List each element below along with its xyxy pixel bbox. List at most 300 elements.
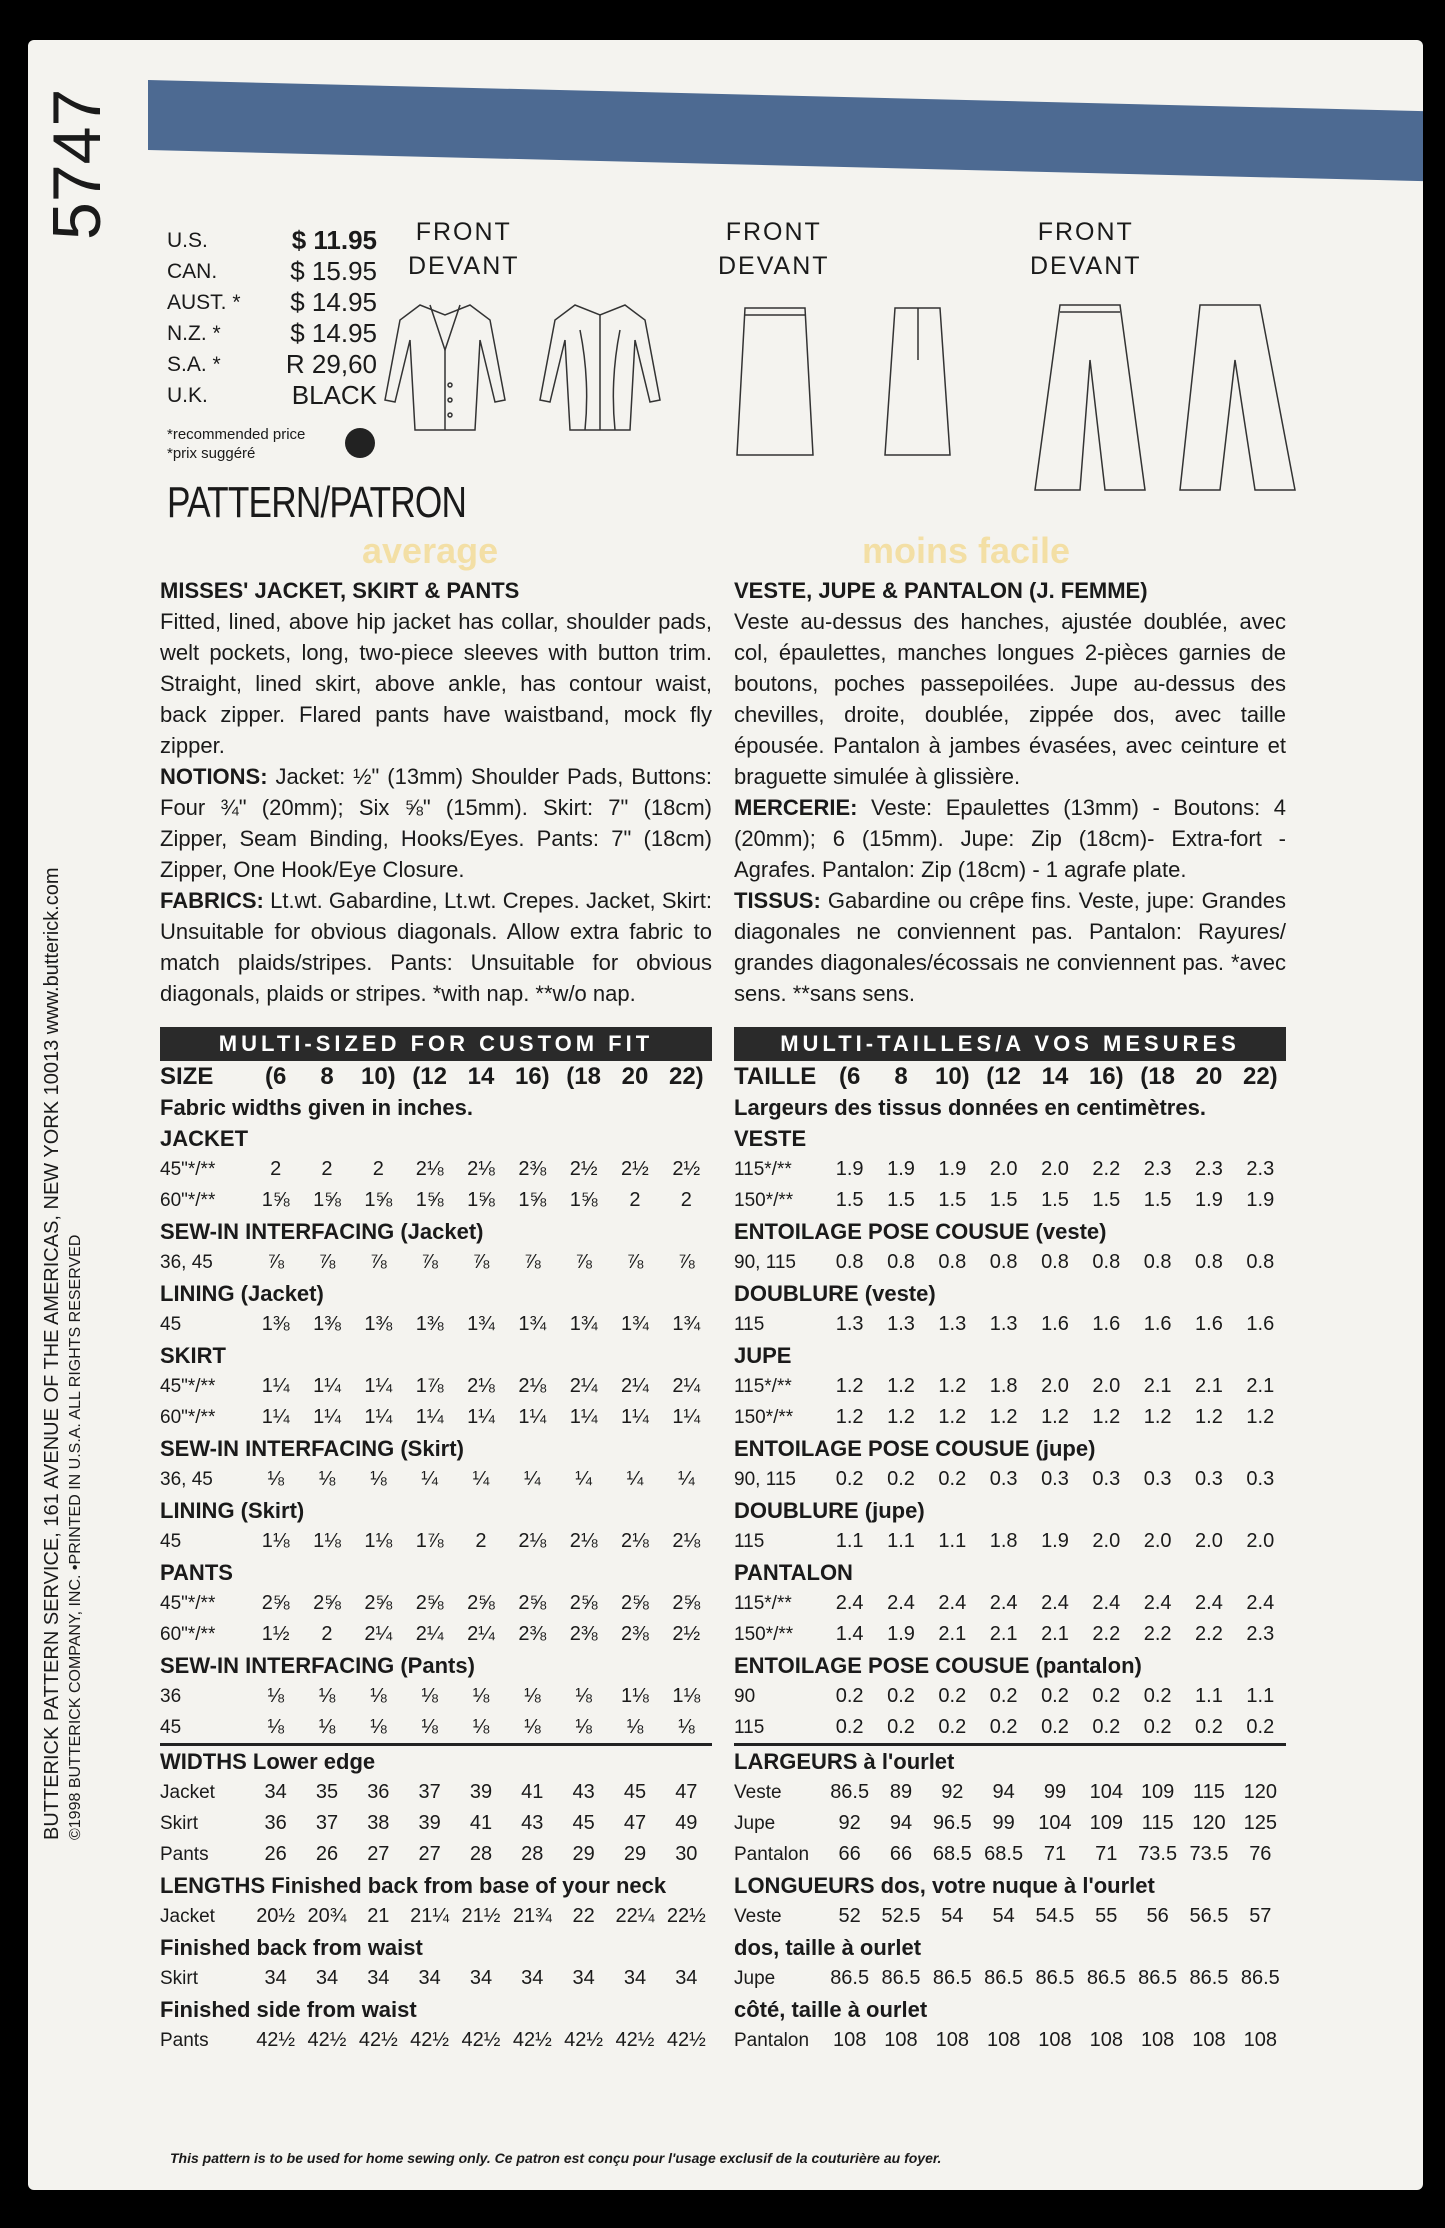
- category-row: [734, 1433, 1286, 1464]
- table-cell: 34: [675, 1967, 698, 1989]
- table-cell: 42½: [461, 2029, 501, 2051]
- table-cell: 54: [941, 1905, 964, 1927]
- category-row: [734, 1557, 1286, 1588]
- table-cell: 2⅝: [518, 1592, 547, 1614]
- table-cell: 2.3: [1246, 1623, 1275, 1645]
- row-label: 150*/**: [734, 1190, 794, 1211]
- table-cell: 108: [1243, 2029, 1277, 2051]
- table-cell: 55: [1095, 1905, 1118, 1927]
- table-cell: 2⅝: [569, 1592, 598, 1614]
- table-cell: 0.2: [1092, 1716, 1121, 1738]
- table-cell: 1¼: [313, 1375, 341, 1397]
- table-cell: 21¼: [410, 1905, 450, 1927]
- size-label: TAILLE: [734, 1063, 817, 1090]
- black-dot-icon: [345, 428, 375, 458]
- table-cell: 1¾: [467, 1313, 495, 1335]
- widths-note: Fabric widths given in inches.: [160, 1095, 473, 1120]
- table-cell: 1¼: [518, 1406, 547, 1428]
- table-cell: 42½: [410, 2029, 450, 2051]
- table-cell: 1.1: [1195, 1685, 1223, 1707]
- table-cell: 2⅛: [467, 1158, 495, 1180]
- table-cell: 1⅝: [518, 1189, 547, 1211]
- table-cell: 92: [838, 1812, 861, 1834]
- category-label: SEW-IN INTERFACING (Pants): [160, 1653, 475, 1678]
- category-label: LENGTHS Finished back from base of your neck: [160, 1873, 667, 1898]
- english-yardage-table: [160, 1061, 712, 2056]
- table-cell: 2⅛: [467, 1375, 495, 1397]
- table-cell: 34: [572, 1967, 595, 1989]
- row-label: 45: [160, 1531, 182, 1552]
- table-cell: 47: [623, 1812, 647, 1834]
- category-label: LARGEURS à l'ourlet: [734, 1745, 1286, 1778]
- table-cell: ⅛: [626, 1716, 644, 1738]
- english-column: [160, 575, 712, 2056]
- table-row: [734, 1402, 1286, 1433]
- category-row: [160, 1994, 712, 2025]
- table-cell: ⅛: [267, 1468, 284, 1490]
- table-cell: 2⅛: [415, 1158, 444, 1180]
- table-cell: 1.3: [887, 1313, 915, 1335]
- table-cell: 2.2: [1092, 1158, 1121, 1180]
- table-cell: 0.2: [1143, 1685, 1172, 1707]
- table-row: [734, 1371, 1286, 1402]
- english-size-bar: MULTI-SIZED FOR CUSTOM FIT: [160, 1027, 712, 1061]
- table-cell: 68.5: [932, 1843, 972, 1865]
- category-label: ENTOILAGE POSE COUSUE (veste): [734, 1219, 1107, 1244]
- french-title: VESTE, JUPE & PANTALON (J. FEMME): [734, 578, 1148, 603]
- table-cell: ¼: [421, 1468, 438, 1490]
- price-value: BLACK: [291, 380, 377, 410]
- size-cell: 10): [934, 1063, 970, 1090]
- french-size-bar: MULTI-TAILLES/A VOS MESURES: [734, 1027, 1286, 1061]
- table-row: [160, 2025, 712, 2056]
- table-cell: 2⅛: [672, 1530, 701, 1552]
- row-label: Veste: [734, 1906, 782, 1927]
- table-cell: ⅛: [369, 1685, 387, 1707]
- table-cell: ⅞: [267, 1251, 284, 1273]
- table-cell: ⅞: [318, 1251, 336, 1273]
- size-cell: 16): [1088, 1063, 1124, 1090]
- table-cell: 2.2: [1092, 1623, 1121, 1645]
- table-cell: 0.3: [989, 1468, 1018, 1490]
- category-row: [734, 1340, 1286, 1371]
- table-row: [734, 1247, 1286, 1278]
- table-cell: ⅛: [472, 1685, 490, 1707]
- table-cell: 1.2: [1143, 1406, 1172, 1428]
- table-cell: 1.9: [887, 1623, 915, 1645]
- table-row: [734, 1777, 1286, 1808]
- category-label: LINING (Skirt): [160, 1498, 305, 1523]
- table-cell: 1.5: [835, 1189, 864, 1211]
- table-cell: 1.2: [1092, 1406, 1121, 1428]
- table-cell: 108: [935, 2029, 969, 2051]
- table-row: [160, 1526, 712, 1557]
- footer-note: This pattern is to be used for home sewing only. Ce patron est conçu pour l'usage exclusif de la couturière au foyer.: [170, 2150, 942, 2166]
- row-label: 150*/**: [734, 1407, 794, 1428]
- category-row: [160, 1123, 712, 1154]
- table-cell: 2⅛: [621, 1530, 649, 1552]
- category-row: [734, 1745, 1286, 1778]
- size-cell: 8: [894, 1063, 908, 1090]
- price-row: [167, 256, 377, 287]
- table-row: [160, 1371, 712, 1402]
- table-cell: 0.2: [887, 1685, 915, 1707]
- price-country: S.A. *: [167, 352, 221, 376]
- table-row: [160, 1712, 712, 1745]
- table-cell: 21¾: [512, 1905, 552, 1927]
- table-cell: 27: [367, 1843, 390, 1865]
- table-cell: 26: [264, 1843, 287, 1865]
- table-cell: 1.4: [835, 1623, 864, 1645]
- table-cell: 2.0: [1092, 1375, 1121, 1397]
- table-cell: 1.2: [835, 1406, 864, 1428]
- table-row: [734, 1712, 1286, 1745]
- table-row: [160, 1309, 712, 1340]
- table-cell: 2⅝: [364, 1592, 393, 1614]
- table-row: [734, 1808, 1286, 1839]
- price-note: *recommended price *prix suggéré: [167, 426, 306, 462]
- price-row: [167, 225, 377, 256]
- table-cell: 2.1: [938, 1623, 967, 1645]
- table-cell: 0.8: [1092, 1251, 1121, 1273]
- table-cell: ¼: [677, 1468, 695, 1490]
- table-row: [160, 1808, 712, 1839]
- table-cell: 36: [264, 1812, 287, 1834]
- pattern-label: PATTERN/PATRON: [167, 478, 467, 527]
- table-cell: 0.2: [887, 1468, 915, 1490]
- table-cell: 108: [1038, 2029, 1072, 2051]
- table-cell: 92: [941, 1781, 964, 1803]
- size-cell: 22): [668, 1063, 704, 1090]
- table-cell: 2.3: [1195, 1158, 1223, 1180]
- table-cell: 2¼: [467, 1623, 495, 1645]
- row-label: 90, 115: [734, 1469, 796, 1490]
- table-cell: 0.2: [938, 1716, 967, 1738]
- category-row: [160, 1495, 712, 1526]
- table-cell: 56.5: [1189, 1905, 1229, 1927]
- table-row: [734, 1681, 1286, 1712]
- table-cell: 0.2: [1195, 1716, 1223, 1738]
- table-cell: 0.2: [989, 1716, 1018, 1738]
- table-cell: 1½: [261, 1623, 290, 1645]
- table-cell: 1⅞: [415, 1530, 444, 1552]
- price-value: $ 15.95: [290, 256, 377, 286]
- table-cell: 2.0: [989, 1158, 1018, 1180]
- table-cell: 52.5: [881, 1905, 921, 1927]
- row-label: Pants: [160, 1844, 209, 1865]
- table-cell: 1¾: [518, 1313, 547, 1335]
- table-cell: 86.5: [830, 1967, 870, 1989]
- table-cell: ⅛: [677, 1716, 695, 1738]
- table-row: [734, 1526, 1286, 1557]
- table-row: [160, 1901, 712, 1932]
- size-cell: 20: [1195, 1063, 1223, 1090]
- table-cell: 1.1: [1246, 1685, 1275, 1707]
- table-cell: 0.8: [1143, 1251, 1172, 1273]
- table-cell: ⅞: [523, 1251, 541, 1273]
- table-cell: 115: [1141, 1812, 1174, 1834]
- table-row: [160, 1839, 712, 1870]
- table-cell: 2⅝: [621, 1592, 649, 1614]
- table-cell: 0.8: [1246, 1251, 1275, 1273]
- price-value: $ 14.95: [290, 287, 377, 317]
- table-cell: 86.5: [1189, 1967, 1229, 1989]
- table-cell: 125: [1243, 1812, 1277, 1834]
- table-cell: 2.1: [1246, 1375, 1275, 1397]
- table-cell: 1.9: [1195, 1189, 1223, 1211]
- table-cell: 1⅝: [313, 1189, 341, 1211]
- table-cell: 1.2: [938, 1375, 967, 1397]
- table-row: [734, 1154, 1286, 1185]
- table-cell: 0.8: [1195, 1251, 1223, 1273]
- table-row: [734, 1309, 1286, 1340]
- french-column: [734, 575, 1286, 2056]
- table-cell: 2⅜: [621, 1623, 649, 1645]
- table-cell: 68.5: [984, 1843, 1024, 1865]
- table-cell: 0.2: [1092, 1685, 1121, 1707]
- row-label: 60"*/**: [160, 1190, 216, 1211]
- table-cell: 1¼: [621, 1406, 649, 1428]
- table-cell: 108: [884, 2029, 918, 2051]
- table-cell: 0.3: [1195, 1468, 1223, 1490]
- row-label: 115*/**: [734, 1376, 792, 1397]
- table-cell: 28: [469, 1843, 493, 1865]
- table-cell: 73.5: [1138, 1843, 1178, 1865]
- table-cell: 49: [675, 1812, 698, 1834]
- category-row: [734, 1278, 1286, 1309]
- table-cell: 0.2: [938, 1685, 967, 1707]
- row-label: Pantalon: [734, 1844, 810, 1865]
- category-row: [734, 1495, 1286, 1526]
- table-cell: 39: [418, 1812, 441, 1834]
- table-row: [160, 1588, 712, 1619]
- table-cell: 2¼: [672, 1375, 701, 1397]
- table-cell: ⅛: [318, 1468, 336, 1490]
- table-cell: 2.1: [1143, 1375, 1172, 1397]
- table-cell: 1⅝: [364, 1189, 393, 1211]
- row-label: Jupe: [734, 1968, 776, 1989]
- table-cell: 2.0: [1246, 1530, 1275, 1552]
- table-cell: 1.5: [1143, 1189, 1172, 1211]
- table-cell: 57: [1249, 1905, 1272, 1927]
- table-row: [160, 1963, 712, 1994]
- table-cell: 2.4: [938, 1592, 967, 1614]
- table-cell: 37: [315, 1812, 339, 1834]
- table-cell: 1¼: [261, 1375, 290, 1397]
- row-label: 36: [160, 1686, 182, 1707]
- table-cell: 89: [889, 1781, 913, 1803]
- table-cell: 1.2: [989, 1406, 1018, 1428]
- size-label: SIZE: [160, 1063, 214, 1090]
- table-cell: 0.2: [989, 1685, 1018, 1707]
- table-cell: 66: [838, 1843, 861, 1865]
- row-label: 115*/**: [734, 1593, 792, 1614]
- table-cell: 42½: [666, 2029, 706, 2051]
- row-label: 36, 45: [160, 1469, 213, 1490]
- difficulty-french: moins facile: [862, 530, 1071, 571]
- row-label: 115: [734, 1314, 765, 1335]
- table-cell: ⅛: [523, 1716, 541, 1738]
- category-row: [160, 1340, 712, 1371]
- table-cell: 1.8: [989, 1375, 1018, 1397]
- table-cell: 1.6: [1143, 1313, 1172, 1335]
- table-cell: 66: [889, 1843, 913, 1865]
- table-cell: 1⅛: [621, 1685, 649, 1707]
- table-cell: 41: [469, 1812, 493, 1834]
- price-country: N.Z. *: [167, 321, 221, 345]
- skirt-front-sketch: [735, 300, 825, 460]
- table-cell: 2.0: [1041, 1375, 1069, 1397]
- table-cell: 38: [367, 1812, 390, 1834]
- envelope-flap: [148, 80, 1423, 182]
- table-cell: 0.2: [1041, 1716, 1069, 1738]
- table-cell: 1⅜: [364, 1313, 393, 1335]
- table-cell: 21: [367, 1905, 390, 1927]
- category-label: JACKET: [160, 1126, 249, 1151]
- row-label: 45: [160, 1314, 182, 1335]
- table-cell: 2.2: [1143, 1623, 1172, 1645]
- table-cell: 2: [321, 1623, 333, 1645]
- table-cell: 1.5: [989, 1189, 1018, 1211]
- price-country: U.S.: [167, 228, 208, 252]
- price-row: [167, 380, 377, 411]
- table-cell: 1.9: [1041, 1530, 1069, 1552]
- row-label: 115: [734, 1717, 765, 1738]
- size-cell: 22): [1242, 1063, 1278, 1090]
- widths-note: Largeurs des tissus données en centimètres.: [734, 1095, 1206, 1120]
- category-label: Finished side from waist: [160, 1997, 417, 2022]
- table-cell: 2.2: [1195, 1623, 1223, 1645]
- table-cell: 30: [675, 1843, 698, 1865]
- french-yardage-table: [734, 1061, 1286, 2056]
- table-cell: 36: [367, 1781, 390, 1803]
- table-cell: 86.5: [1240, 1967, 1280, 1989]
- category-row: [160, 1745, 712, 1778]
- table-cell: 22¼: [615, 1905, 655, 1927]
- table-row: [734, 1963, 1286, 1994]
- table-cell: 2⅝: [415, 1592, 444, 1614]
- table-cell: 109: [1089, 1812, 1123, 1834]
- size-header-row: [160, 1061, 712, 1092]
- table-cell: 2: [372, 1158, 384, 1180]
- row-label: 90, 115: [734, 1252, 796, 1273]
- category-label: PANTS: [160, 1560, 233, 1585]
- publisher-line-2: ©1998 BUTTERICK COMPANY, INC. •PRINTED IN U.S.A. ALL RIGHTS RESERVED: [67, 1234, 84, 1840]
- table-cell: 2.0: [1195, 1530, 1223, 1552]
- category-label: WIDTHS Lower edge: [160, 1745, 712, 1778]
- price-country: U.K.: [167, 383, 208, 407]
- table-cell: ⅛: [421, 1716, 438, 1738]
- table-cell: 2.4: [1195, 1592, 1223, 1614]
- table-cell: 0.8: [1041, 1251, 1069, 1273]
- table-cell: 22½: [666, 1905, 706, 1927]
- table-cell: 1.8: [989, 1530, 1018, 1552]
- category-label: PANTALON: [734, 1560, 853, 1585]
- row-label: 45: [160, 1717, 182, 1738]
- table-cell: 86.5: [1086, 1967, 1126, 1989]
- english-notions: NOTIONS: Jacket: ½" (13mm) Shoulder Pads, Buttons: Four ¾" (20mm); Six ⅝" (15mm). Skirt: 7" (18cm) Zipper, Seam Binding, Hooks/Eyes. Pants: 7" (18cm) Zipper, One Hook/Eye Closure.: [160, 764, 712, 882]
- table-cell: 0.3: [1041, 1468, 1069, 1490]
- table-cell: 0.8: [887, 1251, 915, 1273]
- table-cell: 1.2: [887, 1375, 915, 1397]
- table-cell: 2: [270, 1158, 282, 1180]
- table-cell: 28: [521, 1843, 544, 1865]
- table-cell: 96.5: [932, 1812, 972, 1834]
- category-row: [734, 1123, 1286, 1154]
- table-cell: ¼: [523, 1468, 541, 1490]
- table-cell: 1¼: [467, 1406, 495, 1428]
- table-cell: 86.5: [1138, 1967, 1178, 1989]
- table-cell: 2⅝: [261, 1592, 290, 1614]
- table-cell: ⅞: [421, 1251, 438, 1273]
- table-cell: 1¼: [364, 1406, 393, 1428]
- table-cell: 1.9: [1246, 1189, 1275, 1211]
- table-cell: 35: [315, 1781, 339, 1803]
- table-cell: 20½: [256, 1905, 296, 1927]
- table-cell: 0.2: [1246, 1716, 1275, 1738]
- table-cell: 1⅜: [415, 1313, 444, 1335]
- table-cell: 34: [264, 1967, 287, 1989]
- table-cell: 104: [1038, 1812, 1072, 1834]
- table-cell: 1¼: [569, 1406, 598, 1428]
- table-cell: 2½: [672, 1623, 701, 1645]
- table-cell: 1.3: [989, 1313, 1018, 1335]
- table-cell: 34: [264, 1781, 287, 1803]
- size-cell: 16): [514, 1063, 550, 1090]
- table-cell: 42½: [307, 2029, 347, 2051]
- publisher-info: [40, 640, 88, 1840]
- table-cell: 1⅜: [313, 1313, 341, 1335]
- table-cell: 1.1: [835, 1530, 864, 1552]
- table-cell: 1¼: [313, 1406, 341, 1428]
- table-cell: 0.8: [938, 1251, 967, 1273]
- table-cell: 0.2: [1041, 1685, 1069, 1707]
- table-cell: 2: [475, 1530, 487, 1552]
- price-country: AUST. *: [167, 290, 241, 314]
- table-cell: 2.1: [1195, 1375, 1223, 1397]
- row-label: Skirt: [160, 1813, 198, 1834]
- table-cell: 1.3: [938, 1313, 967, 1335]
- row-label: Veste: [734, 1782, 782, 1803]
- table-cell: 1.5: [1041, 1189, 1069, 1211]
- table-cell: 109: [1140, 1781, 1175, 1803]
- table-cell: 2.4: [835, 1592, 864, 1614]
- front-label-jacket: FRONT DEVANT: [408, 218, 520, 280]
- size-cell: (12: [986, 1063, 1021, 1090]
- table-cell: 2.3: [1246, 1158, 1275, 1180]
- table-cell: 2.4: [1041, 1592, 1069, 1614]
- table-row: [734, 1588, 1286, 1619]
- table-cell: 2.1: [1041, 1623, 1069, 1645]
- table-row: [734, 2025, 1286, 2056]
- category-row: [734, 1650, 1286, 1681]
- pants-front-sketch: [1030, 300, 1180, 500]
- table-cell: 1⅝: [467, 1189, 495, 1211]
- table-cell: 115: [1193, 1781, 1225, 1803]
- price-row: [167, 349, 377, 380]
- table-cell: 1⅝: [569, 1189, 598, 1211]
- table-cell: 1.1: [887, 1530, 915, 1552]
- table-cell: 76: [1249, 1843, 1272, 1865]
- table-cell: 34: [623, 1967, 647, 1989]
- price-list: [167, 225, 377, 411]
- row-label: 45"*/**: [160, 1376, 216, 1397]
- table-cell: 34: [367, 1967, 390, 1989]
- table-cell: 43: [521, 1812, 544, 1834]
- price-row: [167, 287, 377, 318]
- french-fabrics: TISSUS: Gabardine ou crêpe fins. Veste, jupe: Grandes diagonales ne conviennent pas. Pantalon: Rayures/ grandes diagonales/écossais ne conviennent pas. *avec sens. **sans sens.: [734, 888, 1286, 1006]
- category-label: VESTE: [734, 1126, 807, 1151]
